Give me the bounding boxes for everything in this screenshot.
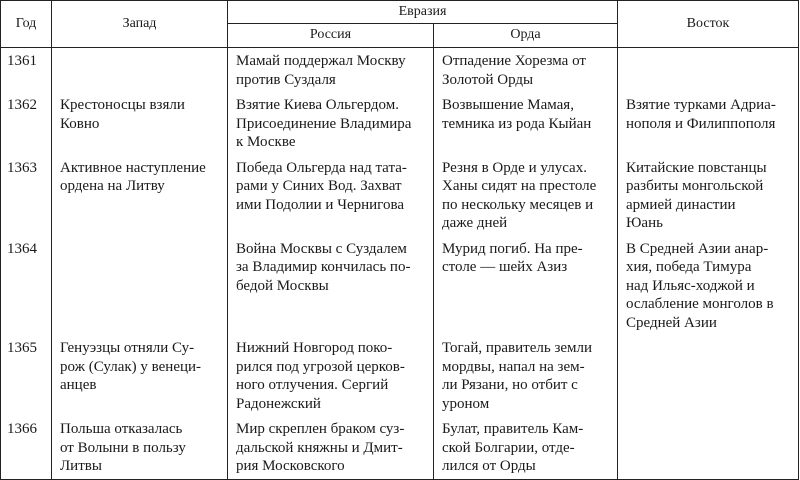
- cell-text-line: Война Москвы с Суздалем: [236, 240, 407, 257]
- table-row: [1, 335, 799, 416]
- cell-text-line: рож (Сулак) у венеци-: [60, 358, 202, 375]
- cell-russia: [228, 155, 434, 236]
- cell-horde: [434, 236, 618, 336]
- cell-text-line: Присоединение Владимира: [236, 115, 412, 132]
- cell-text-line: дальской княжны и Дмит-: [236, 439, 403, 456]
- cell-text-line: от Волыни в пользу: [60, 439, 186, 456]
- cell-text-line: ного отлучения. Сергий: [236, 377, 389, 393]
- cell-horde: [434, 335, 618, 416]
- cell-west: [52, 48, 228, 93]
- cell-text-line: Тогай, правитель земли: [442, 340, 593, 356]
- table-row: [1, 48, 799, 93]
- table-header: [1, 1, 799, 48]
- cell-year: 1363: [1, 155, 52, 236]
- cell-text-line: рами у Синих Вод. Захват: [236, 178, 402, 194]
- cell-russia: [228, 335, 434, 416]
- header-west: Запад: [52, 1, 228, 48]
- cell-text-line: уроном: [442, 395, 490, 412]
- cell-text-line: Крестоносцы взяли: [60, 97, 185, 113]
- cell-year: 1361: [1, 48, 52, 93]
- cell-year: 1364: [1, 236, 52, 336]
- cell-text-line: хия, победа Тимура: [626, 259, 752, 275]
- cell-russia: [228, 92, 434, 155]
- cell-text-line: Литвы: [60, 458, 102, 474]
- cell-text-line: даже дней: [442, 215, 508, 231]
- cell-text-line: бедой Москвы: [236, 277, 329, 294]
- cell-horde: [434, 416, 618, 479]
- cell-text-line: темника из рода Кыйан: [442, 115, 592, 132]
- cell-west: [52, 416, 228, 479]
- cell-text-line: Возвышение Мамая,: [442, 97, 574, 113]
- cell-year: 1366: [1, 416, 52, 479]
- cell-text-line: Отпадение Хорезма от: [442, 53, 586, 69]
- cell-text-line: мордвы, напал на зем-: [442, 358, 585, 375]
- cell-horde: [434, 92, 618, 155]
- cell-east: [618, 155, 799, 236]
- cell-text-line: рился под угрозой церков-: [236, 358, 405, 375]
- cell-text-line: Активное наступление: [60, 159, 206, 176]
- cell-east: [618, 335, 799, 416]
- cell-year: 1362: [1, 92, 52, 155]
- cell-text-line: Генуэзцы отняли Су-: [60, 340, 195, 356]
- cell-russia: [228, 236, 434, 336]
- cell-text-line: Ковно: [60, 115, 100, 132]
- cell-west: [52, 236, 228, 336]
- cell-text-line: лился от Орды: [442, 458, 536, 474]
- cell-text-line: Золотой Орды: [442, 71, 534, 88]
- header-russia: Россия: [228, 24, 434, 48]
- table-body: [1, 48, 799, 480]
- header-eurasia: Евразия: [228, 1, 618, 24]
- cell-west: [52, 335, 228, 416]
- cell-text-line: нополя и Филиппополя: [626, 115, 776, 132]
- cell-text-line: разбиты монгольской: [626, 178, 764, 194]
- cell-text-line: Взятие турками Адриа-: [626, 97, 776, 113]
- cell-text-line: армией династии: [626, 196, 736, 213]
- cell-text-line: по нескольку месяцев и: [442, 196, 594, 213]
- cell-text-line: Радонежский: [236, 395, 321, 412]
- cell-text-line: ими Подолии и Чернигова: [236, 196, 404, 213]
- cell-east: [618, 416, 799, 479]
- cell-text-line: ордена на Литву: [60, 178, 165, 194]
- cell-text-line: ослабление монголов в: [626, 296, 774, 312]
- cell-west: [52, 92, 228, 155]
- cell-text-line: ской Болгарии, отде-: [442, 439, 575, 456]
- cell-text-line: Мир скреплен браком суз-: [236, 421, 405, 437]
- cell-text-line: к Москве: [236, 134, 296, 150]
- cell-russia: [228, 416, 434, 479]
- header-horde: Орда: [434, 24, 618, 48]
- cell-year: 1365: [1, 335, 52, 416]
- cell-text-line: Булат, правитель Кам-: [442, 421, 584, 437]
- cell-text-line: над Ильяс-ходжой и: [626, 277, 755, 294]
- cell-text-line: Китайские повстанцы: [626, 159, 767, 176]
- cell-text-line: анцев: [60, 377, 97, 393]
- cell-west: [52, 155, 228, 236]
- header-year: Год: [1, 1, 52, 48]
- cell-text-line: Нижний Новгород поко-: [236, 340, 393, 356]
- cell-text-line: Средней Азии: [626, 314, 717, 331]
- cell-text-line: рия Московского: [236, 458, 345, 474]
- table-row: [1, 92, 799, 155]
- cell-horde: [434, 155, 618, 236]
- cell-text-line: ли Рязани, но отбит с: [442, 377, 578, 393]
- cell-russia: [228, 48, 434, 93]
- cell-text-line: Мамай поддержал Москву: [236, 53, 406, 69]
- header-east: Восток: [618, 1, 799, 48]
- table-row: [1, 236, 799, 336]
- table-row: [1, 416, 799, 479]
- cell-text-line: В Средней Азии анар-: [626, 240, 769, 257]
- cell-text-line: Взятие Киева Ольгердом.: [236, 97, 399, 113]
- cell-east: [618, 92, 799, 155]
- cell-text-line: против Суздаля: [236, 71, 336, 88]
- cell-text-line: Победа Ольгерда над тата-: [236, 159, 407, 176]
- cell-text-line: Польша отказалась: [60, 421, 183, 437]
- cell-text-line: Юань: [626, 215, 663, 231]
- table-row: [1, 155, 799, 236]
- cell-text-line: Ханы сидят на престоле: [442, 178, 597, 194]
- cell-text-line: за Владимир кончилась по-: [236, 259, 411, 275]
- cell-east: [618, 48, 799, 93]
- cell-text-line: столе — шейх Азиз: [442, 259, 568, 275]
- cell-text-line: Мурид погиб. На пре-: [442, 240, 583, 257]
- cell-text-line: Резня в Орде и улусах.: [442, 159, 587, 176]
- cell-east: [618, 236, 799, 336]
- cell-horde: [434, 48, 618, 93]
